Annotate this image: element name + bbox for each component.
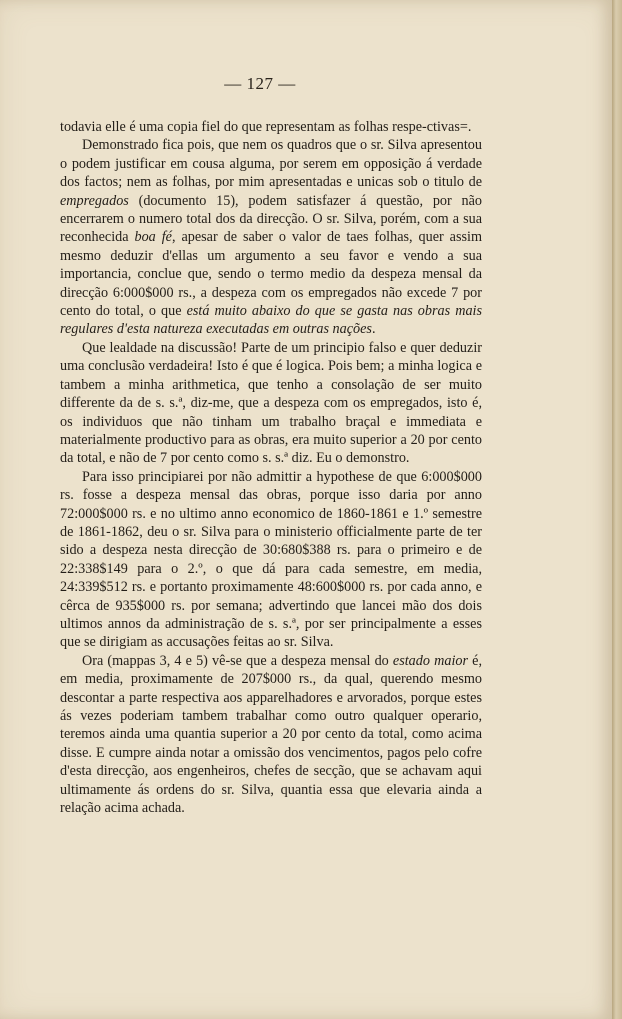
italic-text: está muito abaixo do que se gasta nas obras mais regulares d'esta natureza executadas em outras nações <box>60 303 482 338</box>
italic-text: estado maior <box>392 652 469 669</box>
paragraph <box>60 468 482 652</box>
text-run: , apesar de saber o valor de taes folhas, quer assim mesmo deduzir d'ellas um argumento a seu favor e vendo a sua importancia, conclue que, sendo o termo medio da despeza mensal da direcção 6:000$000 rs., a despeza com os empregados não excede 7 por cento do total, o que <box>60 229 483 320</box>
page-edge <box>612 0 622 1019</box>
text-run: é, em media, proximamente de 207$000 rs., da qual, querendo mesmo descontar a parte respectiva aos apparelhadores e arvorados, porque estes ás vezes poderiam tambem trabalhar como outro qualquer operario, teremos ainda uma quantia superior a 20 por cento da total, como acima disse. E cumpre ainda notar a omissão dos vencimentos, pagos pelo cofre d'esta direcção, aos engenheiros, chefes de secção, que se achavam aqui ultimamente ás ordens do sr. Silva, quantia essa que elevaria ainda a relação acima achada. <box>60 652 483 817</box>
text-run: Para isso principiarei por não admittir a hypothese de que 6:000$000 rs. fosse a despeza mensal das obras, porque isso daria por anno 72:000$000 rs. e no ultimo anno economico de 1860-1861 e 1.º semestre de 1861-1862, deu o sr. Silva para o ministerio officialmente parte de ter sido a despeza nesta direcção de 30:680$388 rs. para o primeiro e de 22:338$149 para o 2.º, o que dá para cada semestre, em media, 24:339$512 rs. e portanto proximamente 48:600$000 rs. por cada anno, e cêrca de 935$000 rs. por semana; advertindo que lancei mão dos dois ultimos annos da administração de s. s.ª, por ser principalmente a esses que se dirigiam as accusações feitas ao sr. Silva. <box>60 468 482 651</box>
text-run: Ora (mappas 3, 4 e 5) vê-se que a despeza mensal do <box>82 652 393 669</box>
italic-text: boa fé <box>134 229 172 246</box>
italic-text: empregados <box>60 192 129 209</box>
text-run: todavia elle é uma copia fiel do que representam as folhas respe-ctivas=. <box>60 119 472 135</box>
text-run: Que lealdade na discussão! Parte de um principio falso e quer deduzir uma conclusão verdadeira! Isto é que é logica. Pois bem; a minha logica e tambem a minha arithmetica, que tenho a consolação de ser muito differente da de s. s.ª, diz-me, que a despeza com os empregados, isto é, os individuos que não tinham um trabalho braçal e immediata e materialmente productivo para as obras, era muito superior a 20 por cento da total, e não de 7 por cento como s. s.ª diz. Eu o demonstro. <box>60 339 482 467</box>
paragraph <box>60 118 482 136</box>
text-run: (documento 15), podem satisfazer á questão, por não encerrarem o numero total dos da direcção. O sr. Silva, porém, com a sua reconhecida <box>60 192 482 246</box>
paragraph <box>60 652 482 818</box>
text-run: . <box>371 321 376 338</box>
paragraph <box>60 136 482 338</box>
page-number: — 127 — <box>224 74 296 93</box>
paragraph <box>60 339 482 468</box>
text-run: Demonstrado fica pois, que nem os quadros que o sr. Silva apresentou o podem justificar em cousa alguma, por serem em opposição á verdade dos factos; nem as folhas, por mim apresentadas e unicas sob o titulo de <box>60 137 482 191</box>
body-text <box>60 118 482 817</box>
